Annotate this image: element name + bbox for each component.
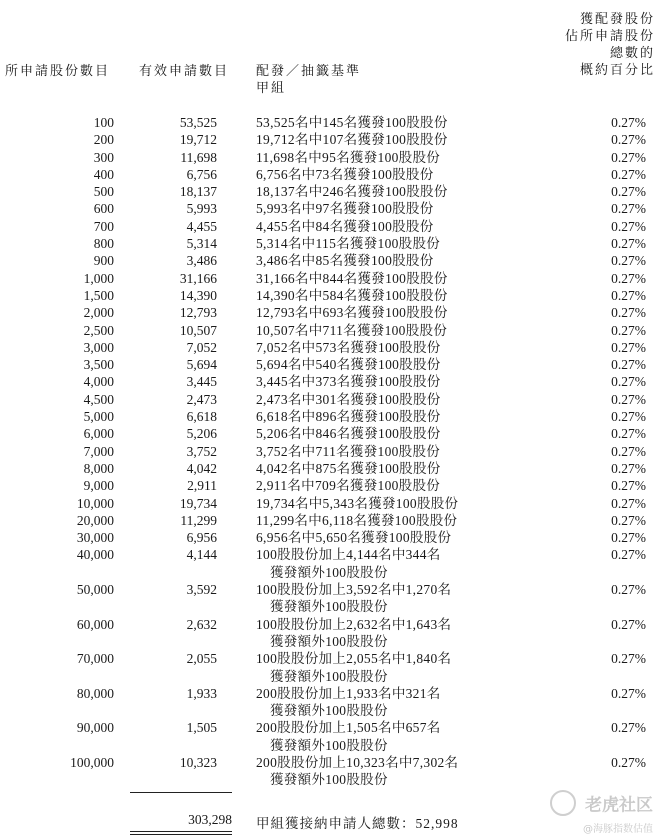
- basis-line: 53,525名中145名獲發100股股份: [256, 115, 448, 130]
- percentage-cell: 0.27%: [611, 253, 646, 269]
- table-row: [0, 200, 663, 217]
- basis-line: 獲發額外100股股份: [270, 737, 388, 753]
- percentage-cell: 0.27%: [611, 443, 646, 459]
- basis-line: 100股股份加上4,144名中344名: [256, 547, 441, 563]
- basis-line: 4,042名中875名獲發100股股份: [256, 460, 441, 476]
- percentage-cell: 0.27%: [611, 166, 646, 182]
- valid-applications-cell: 6,956: [186, 530, 217, 546]
- valid-applications-cell: 6,756: [186, 166, 217, 182]
- table-row: [0, 529, 663, 546]
- valid-applications-cell: 5,206: [186, 426, 217, 442]
- header-basis: 配發／抽籤基準: [256, 64, 362, 79]
- percentage-cell: 0.27%: [611, 720, 646, 736]
- shares-applied-cell: 4,500: [83, 391, 114, 407]
- shares-applied-cell: 9,000: [83, 478, 114, 494]
- valid-applications-cell: 2,632: [186, 616, 217, 632]
- shares-applied-cell: 8,000: [83, 460, 114, 476]
- basis-line: 14,390名中584名獲發100股股份: [256, 287, 448, 303]
- percentage-cell: 0.27%: [611, 460, 646, 476]
- percentage-cell: 0.27%: [611, 547, 646, 563]
- basis-line: 11,698名中95名獲發100股股份: [256, 149, 441, 165]
- header-percentage-line: 佔所申請股份: [564, 29, 655, 44]
- basis-line: 獲發額外100股股份: [270, 703, 388, 719]
- table-row: [0, 616, 663, 651]
- total-valid-applications: 303,298: [188, 812, 232, 827]
- shares-applied-cell: 30,000: [76, 530, 114, 546]
- shares-applied-cell: 50,000: [76, 582, 114, 598]
- shares-applied-cell: 500: [93, 184, 114, 200]
- table-row: [0, 166, 663, 183]
- basis-line: 7,052名中573名獲發100股股份: [256, 339, 441, 355]
- shares-applied-cell: 80,000: [76, 685, 114, 701]
- shares-applied-cell: 600: [93, 201, 114, 217]
- basis-cell: [256, 304, 448, 321]
- basis-line: 11,299名中6,118名獲發100股股份: [256, 512, 458, 528]
- percentage-cell: 0.27%: [611, 184, 646, 200]
- valid-applications-cell: 10,323: [179, 754, 217, 770]
- table-row: [0, 114, 663, 131]
- table-row: [0, 460, 663, 477]
- basis-line: 獲發額外100股股份: [270, 772, 388, 788]
- valid-applications-cell: 4,144: [186, 547, 217, 563]
- valid-applications-cell: 4,042: [186, 460, 217, 476]
- shares-applied-cell: 400: [93, 166, 114, 182]
- shares-applied-cell: 700: [93, 218, 114, 234]
- valid-applications-cell: 18,137: [179, 184, 217, 200]
- basis-cell: [256, 391, 441, 408]
- percentage-cell: 0.27%: [611, 149, 646, 165]
- watermark: [550, 790, 653, 835]
- valid-applications-cell: 10,507: [179, 322, 217, 338]
- shares-applied-cell: 20,000: [76, 512, 114, 528]
- basis-line: 3,752名中711名獲發100股股份: [256, 443, 441, 459]
- basis-line: 100股股份加上3,592名中1,270名: [256, 582, 452, 598]
- header-valid-applications: 有效申請數目: [139, 64, 230, 79]
- table-row: [0, 235, 663, 252]
- table-row: [0, 719, 663, 754]
- percentage-cell: 0.27%: [611, 754, 646, 770]
- header-percentage-line: 總數的: [609, 46, 655, 61]
- basis-cell: [256, 685, 441, 720]
- basis-cell: [256, 581, 451, 616]
- percentage-cell: 0.27%: [611, 409, 646, 425]
- valid-applications-cell: 1,505: [186, 720, 217, 736]
- table-row: [0, 149, 663, 166]
- basis-cell: [256, 200, 434, 217]
- valid-applications-cell: 3,752: [186, 443, 217, 459]
- basis-line: 10,507名中711名獲發100股股份: [256, 322, 448, 338]
- table-row: [0, 322, 663, 339]
- table-row: [0, 304, 663, 321]
- header-percentage: [565, 11, 655, 79]
- table-row: [0, 270, 663, 287]
- basis-cell: [256, 252, 434, 269]
- basis-line: 4,455名中84名獲發100股股份: [256, 218, 434, 234]
- shares-applied-cell: 7,000: [83, 443, 114, 459]
- valid-applications-cell: 2,911: [187, 478, 217, 494]
- basis-line: 19,734名中5,343名獲發100股股份: [256, 495, 459, 511]
- basis-cell: [256, 373, 441, 390]
- shares-applied-cell: 6,000: [83, 426, 114, 442]
- percentage-cell: 0.27%: [611, 322, 646, 338]
- basis-cell: [256, 650, 451, 685]
- tiger-logo-icon: [550, 790, 576, 816]
- percentage-cell: 0.27%: [611, 651, 646, 667]
- table-row: [0, 373, 663, 390]
- table-row: [0, 477, 663, 494]
- table-row: [0, 425, 663, 442]
- table-row: [0, 252, 663, 269]
- basis-line: 5,694名中540名獲發100股股份: [256, 357, 441, 373]
- table-row: [0, 754, 663, 789]
- basis-line: 3,486名中85名獲發100股股份: [256, 253, 434, 269]
- percentage-cell: 0.27%: [611, 495, 646, 511]
- basis-cell: [256, 339, 441, 356]
- table-row: [0, 218, 663, 235]
- table-row: [0, 131, 663, 148]
- basis-cell: [256, 425, 441, 442]
- basis-cell: [256, 149, 440, 166]
- percentage-cell: 0.27%: [611, 391, 646, 407]
- basis-line: 3,445名中373名獲發100股股份: [256, 374, 441, 390]
- basis-cell: [256, 460, 441, 477]
- total-rule-top: [130, 792, 232, 793]
- shares-applied-cell: 100: [93, 115, 114, 130]
- table-row: [0, 287, 663, 304]
- basis-line: 獲發額外100股股份: [270, 633, 388, 649]
- shares-applied-cell: 70,000: [76, 651, 114, 667]
- table-row: [0, 581, 663, 616]
- table-row: [0, 408, 663, 425]
- basis-cell: [256, 356, 441, 373]
- basis-line: 2,911名中709名獲發100股股份: [256, 478, 441, 494]
- basis-line: 獲發額外100股股份: [270, 599, 388, 615]
- table-row: [0, 512, 663, 529]
- basis-cell: [256, 495, 458, 512]
- table-row: [0, 339, 663, 356]
- table-row: [0, 685, 663, 720]
- shares-applied-cell: 200: [93, 132, 114, 148]
- basis-cell: [256, 183, 448, 200]
- percentage-cell: 0.27%: [611, 305, 646, 321]
- shares-applied-cell: 800: [93, 236, 114, 252]
- shares-applied-cell: 40,000: [76, 547, 114, 563]
- watermark-sub-text: @海豚指数估值: [583, 824, 653, 835]
- shares-applied-cell: 10,000: [76, 495, 114, 511]
- basis-line: 200股股份加上1,505名中657名: [256, 720, 441, 736]
- percentage-cell: 0.27%: [611, 478, 646, 494]
- basis-line: 100股股份加上2,632名中1,643名: [256, 616, 452, 632]
- basis-line: 5,993名中97名獲發100股股份: [256, 201, 434, 217]
- shares-applied-cell: 2,500: [83, 322, 114, 338]
- valid-applications-cell: 3,486: [186, 253, 217, 269]
- total-accepted-applicants: 甲組獲接納申請人總數：52,998: [256, 816, 459, 831]
- shares-applied-cell: 1,000: [83, 270, 114, 286]
- percentage-cell: 0.27%: [611, 270, 646, 286]
- basis-line: 200股股份加上1,933名中321名: [256, 685, 441, 701]
- basis-line: 6,618名中896名獲發100股股份: [256, 409, 441, 425]
- watermark-main-text: 老虎社区: [585, 795, 653, 816]
- valid-applications-cell: 12,793: [179, 305, 217, 321]
- basis-line: 5,314名中115名獲發100股股份: [256, 236, 441, 252]
- basis-cell: [256, 754, 458, 789]
- shares-applied-cell: 1,500: [83, 287, 114, 303]
- valid-applications-cell: 14,390: [179, 287, 217, 303]
- basis-line: 2,473名中301名獲發100股股份: [256, 391, 441, 407]
- valid-applications-cell: 4,455: [186, 218, 217, 234]
- basis-line: 5,206名中846名獲發100股股份: [256, 426, 441, 442]
- percentage-cell: 0.27%: [611, 685, 646, 701]
- basis-line: 31,166名中844名獲發100股股份: [256, 270, 448, 286]
- percentage-cell: 0.27%: [611, 115, 646, 130]
- valid-applications-cell: 3,445: [186, 374, 217, 390]
- basis-cell: [256, 166, 434, 183]
- shares-applied-cell: 300: [93, 149, 114, 165]
- basis-cell: [256, 114, 448, 131]
- valid-applications-cell: 19,734: [179, 495, 217, 511]
- table-row: [0, 391, 663, 408]
- header-percentage-line: 概約百分比: [579, 63, 655, 78]
- header-group: 甲組: [256, 81, 287, 96]
- shares-applied-cell: 900: [93, 253, 114, 269]
- basis-cell: [256, 512, 457, 529]
- basis-line: 200股股份加上10,323名中7,302名: [256, 754, 459, 770]
- percentage-cell: 0.27%: [611, 582, 646, 598]
- shares-applied-cell: 5,000: [83, 409, 114, 425]
- basis-cell: [256, 322, 447, 339]
- shares-applied-cell: 100,000: [70, 754, 114, 770]
- shares-applied-cell: 2,000: [83, 305, 114, 321]
- valid-applications-cell: 53,525: [179, 115, 217, 130]
- basis-cell: [256, 529, 451, 546]
- basis-line: 100股股份加上2,055名中1,840名: [256, 651, 452, 667]
- basis-line: 12,793名中693名獲發100股股份: [256, 305, 448, 321]
- basis-line: 獲發額外100股股份: [270, 564, 388, 580]
- percentage-cell: 0.27%: [611, 426, 646, 442]
- header-percentage-line: 獲配發股份: [579, 12, 655, 27]
- shares-applied-cell: 90,000: [76, 720, 114, 736]
- valid-applications-cell: 5,993: [186, 201, 217, 217]
- total-rule-bottom-double: [130, 834, 232, 835]
- table-row: [0, 495, 663, 512]
- percentage-cell: 0.27%: [611, 287, 646, 303]
- basis-cell: [256, 287, 448, 304]
- basis-line: 6,756名中73名獲發100股股份: [256, 166, 434, 182]
- basis-line: 19,712名中107名獲發100股股份: [256, 132, 448, 148]
- basis-line: 18,137名中246名獲發100股股份: [256, 184, 448, 200]
- valid-applications-cell: 5,694: [186, 357, 217, 373]
- basis-cell: [256, 443, 440, 460]
- valid-applications-cell: 5,314: [186, 236, 217, 252]
- total-rule-bottom: [130, 831, 232, 832]
- percentage-cell: 0.27%: [611, 201, 646, 217]
- table-row: [0, 546, 663, 581]
- percentage-cell: 0.27%: [611, 374, 646, 390]
- valid-applications-cell: 6,618: [186, 409, 217, 425]
- shares-applied-cell: 60,000: [76, 616, 114, 632]
- valid-applications-cell: 7,052: [186, 339, 217, 355]
- header-shares-applied: 所申請股份數目: [5, 64, 111, 79]
- shares-applied-cell: 3,500: [83, 357, 114, 373]
- basis-cell: [256, 546, 441, 581]
- valid-applications-cell: 19,712: [179, 132, 217, 148]
- percentage-cell: 0.27%: [611, 512, 646, 528]
- basis-cell: [256, 235, 440, 252]
- percentage-cell: 0.27%: [611, 339, 646, 355]
- valid-applications-cell: 2,473: [186, 391, 217, 407]
- percentage-cell: 0.27%: [611, 132, 646, 148]
- table-row: [0, 183, 663, 200]
- basis-cell: [256, 719, 441, 754]
- basis-cell: [256, 218, 434, 235]
- valid-applications-cell: 1,933: [186, 685, 217, 701]
- valid-applications-cell: 11,698: [180, 149, 217, 165]
- basis-line: 6,956名中5,650名獲發100股股份: [256, 530, 452, 546]
- basis-cell: [256, 131, 448, 148]
- table-row: [0, 650, 663, 685]
- basis-cell: [256, 408, 441, 425]
- valid-applications-cell: 31,166: [179, 270, 217, 286]
- percentage-cell: 0.27%: [611, 616, 646, 632]
- valid-applications-cell: 11,299: [180, 512, 217, 528]
- table-row: [0, 443, 663, 460]
- shares-applied-cell: 4,000: [83, 374, 114, 390]
- basis-cell: [256, 477, 440, 494]
- basis-line: 獲發額外100股股份: [270, 668, 388, 684]
- basis-cell: [256, 616, 451, 651]
- shares-applied-cell: 3,000: [83, 339, 114, 355]
- valid-applications-cell: 3,592: [186, 582, 217, 598]
- table-row: [0, 356, 663, 373]
- basis-cell: [256, 270, 448, 287]
- percentage-cell: 0.27%: [611, 530, 646, 546]
- valid-applications-cell: 2,055: [186, 651, 217, 667]
- percentage-cell: 0.27%: [611, 357, 646, 373]
- percentage-cell: 0.27%: [611, 218, 646, 234]
- percentage-cell: 0.27%: [611, 236, 646, 252]
- allocation-table-body: [0, 114, 663, 789]
